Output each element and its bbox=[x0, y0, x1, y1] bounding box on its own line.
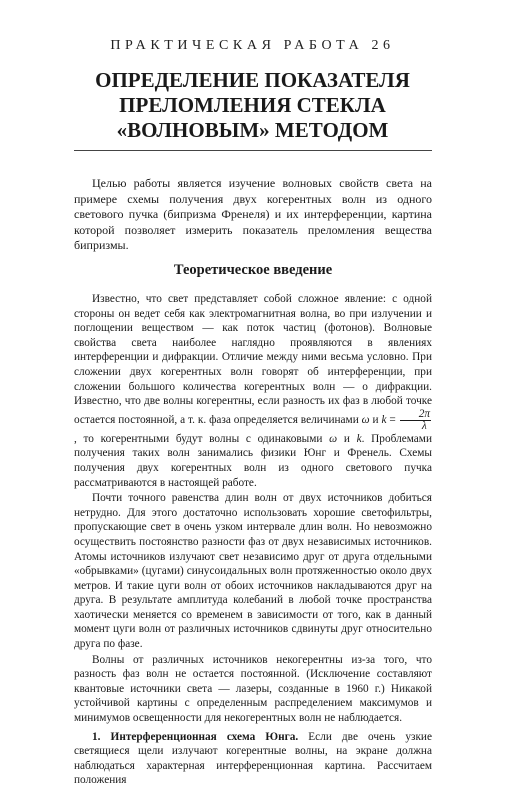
paragraph-1 bbox=[74, 292, 432, 490]
omega-symbol-2: ω bbox=[329, 432, 338, 445]
fraction-denominator: λ bbox=[421, 419, 427, 432]
paragraph-1-text-a: Известно, что свет представляет собой сложное явление: с одной стороны он ведет себя как электромагнитная волна, во при излучении и поглощении веществом — как поток частиц (фотонов). Волновые свойства света наиболее наглядно проявляются в явлениях интерференции и дифракции. Отличие между ними весьма условно. При сложении двух когерентных волн говорят об интерференции, при сложении большого количества когерентных волн — о дифракции. Известно, что две волны когерентны, если разность их фаз в любой точке остается постоянной, а т. к. фаза определяется величинами bbox=[74, 293, 432, 426]
paragraph-4 bbox=[74, 730, 432, 788]
paragraph-3: Волны от различных источников некогерентны из-за того, что разность фаз волн не остается постоянной. (Исключение составляют квантовые источники света — лазеры, созданные в 1960 г.) Никакой устойчивой картины с определенным распределением максимумов и минимумов освещенности для некогерентных волн не наблюдается. bbox=[74, 653, 432, 725]
subsection-heading: 1. Интерференционная схема Юнга. bbox=[92, 730, 299, 743]
title-divider bbox=[74, 150, 432, 151]
k-symbol: k bbox=[381, 413, 387, 426]
intro-text: Целью работы является изучение волновых свойств света на примере схемы получения двух когерентных волн из одного светового пучка (бипризма Френеля) и их интерференции, картина которой позволяет измерить показатель преломления вещества бипризмы. bbox=[74, 176, 432, 252]
page-title bbox=[40, 68, 465, 143]
title-line-3: «ВОЛНОВЫМ» МЕТОДОМ bbox=[116, 118, 389, 142]
paragraph-1-text-b: , то когерентными будут волны с одинаковыми bbox=[74, 432, 323, 445]
paragraph-2: Почти точного равенства длин волн от двух источников добиться нетрудно. Для этого достаточно использовать хорошие светофильтры, пропускающие свет в очень узком интервале длин волн. Но невозможно осуществить постоянство разности фаз от двух независимых источников. Атомы источников излучают свет независимо друг от друга отдельными «обрывками» (цугами) синусоидальных волн протяженностью около двух метров. И такие цуги волн от обоих источников накладываются друг на друга. В результате амплитуда колебаний в любой точке пространства хаотически меняется со временем в зависимости от того, как в данный момент цуги волн от различных источников сдвинуты друг относительно друга по фазе. bbox=[74, 492, 432, 651]
intro-paragraph bbox=[74, 176, 432, 254]
running-header: ПРАКТИЧЕСКАЯ РАБОТА 26 bbox=[110, 38, 395, 53]
paragraph-1-text-d: . Проблемами получения таких волн занимались физики Юнг и Френель. Схемы получения двух когерентных волн из одного светового пучка рассматриваются в настоящей работе. bbox=[74, 432, 432, 489]
equals-sign: = bbox=[389, 413, 396, 426]
omega-symbol: ω bbox=[361, 413, 370, 426]
k-symbol-2: k bbox=[356, 432, 362, 445]
paragraph-4-text: Если две очень узкие светящиеся щели излучают когерентные волны, на экране должна наблюдаться характерная интерференционная картина. Рассчитаем положения bbox=[74, 730, 432, 787]
fraction-numerator: 2π bbox=[400, 409, 431, 421]
conjunction: и bbox=[372, 413, 379, 426]
conjunction-2: и bbox=[343, 432, 350, 445]
section-heading: Теоретическое введение bbox=[173, 262, 333, 278]
body-text bbox=[74, 292, 432, 788]
title-line-2: ПРЕЛОМЛЕНИЯ СТЕКЛА bbox=[119, 93, 386, 117]
title-line-1: ОПРЕДЕЛЕНИЕ ПОКАЗАТЕЛЯ bbox=[95, 68, 410, 92]
wavenumber-fraction bbox=[400, 409, 431, 432]
